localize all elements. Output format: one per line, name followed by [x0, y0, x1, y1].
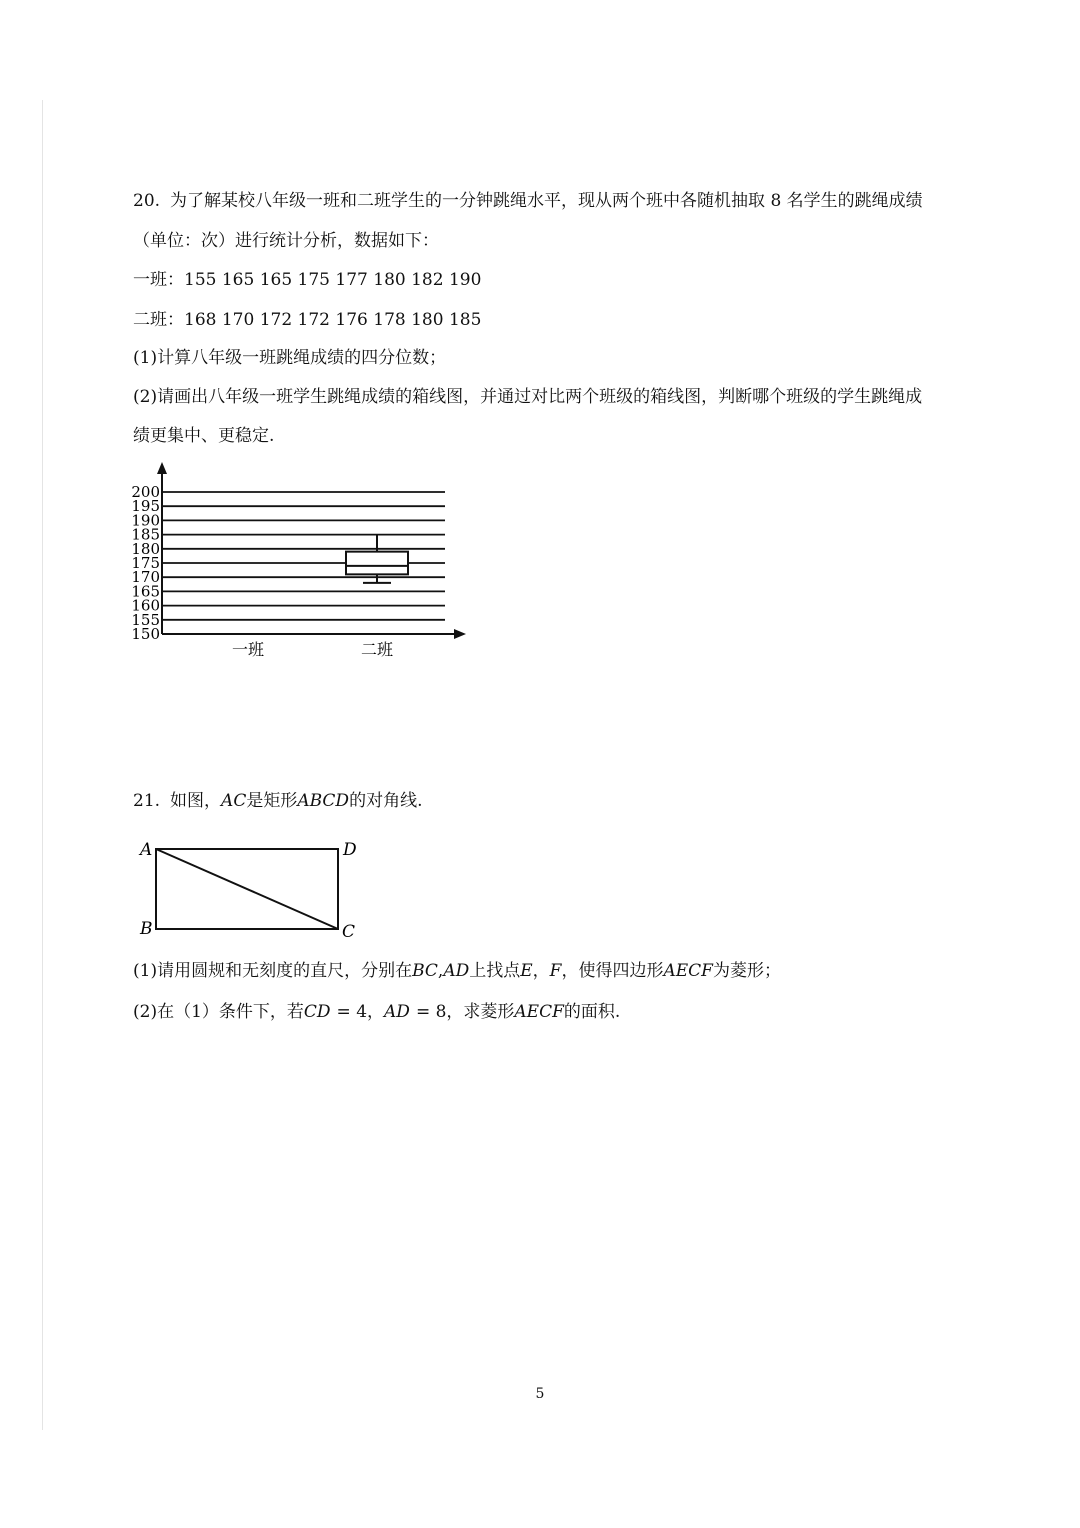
q21-part2-sep: ，: [367, 1002, 385, 1022]
y-tick-label-185: 185: [131, 525, 160, 544]
q21-part1-var-ad: AD: [443, 961, 470, 981]
x-category-label-1: 一班: [231, 640, 265, 659]
q20-part2-line2: 绩更集中、更稳定.: [133, 426, 275, 446]
rectangle-figure-svg: [130, 835, 370, 945]
q21-part2-eq1: = 4: [336, 1002, 368, 1022]
q21-part2-var-cd: CD: [303, 1002, 331, 1022]
boxplot-boxes: [346, 535, 408, 583]
y-tick-label-175: 175: [131, 554, 160, 572]
q20-stem-text1: 为了解某校八年级一班和二班学生的一分钟跳绳水平，现从两个班中各随机抽取 8 名学生的跳绳成绩: [170, 191, 923, 211]
q21-part1-mid: 上找点: [469, 961, 521, 981]
q21-var-ac: AC: [221, 791, 247, 811]
box-1: [346, 535, 408, 583]
page-margin-rule: [42, 100, 43, 1430]
vertex-label-d: D: [343, 840, 357, 860]
x-axis-arrow: [454, 629, 466, 639]
q21-part1-var-f: F: [549, 961, 562, 981]
q20-class2-data: 168 170 172 172 176 178 180 185: [184, 310, 482, 330]
y-tick-label-155: 155: [131, 610, 160, 629]
q21-part1-sep: ，: [532, 961, 550, 981]
boxplot-svg: [120, 458, 480, 668]
diagonal-ac: [156, 849, 338, 929]
y-tick-label-195: 195: [131, 497, 160, 516]
q20-number: 20.: [133, 191, 161, 211]
boxplot-axes: [157, 462, 466, 639]
q21-part2-pre: (2)在（1）条件下，若: [133, 1002, 304, 1022]
boxplot-chart: [120, 458, 480, 672]
y-tick-label-170: 170: [131, 568, 160, 587]
rectangle-figure: [130, 835, 370, 949]
q21-stem-post: 的对角线.: [349, 791, 423, 811]
q21-stem-mid: 是矩形: [246, 791, 298, 811]
boxplot-y-tick-labels: [131, 483, 160, 643]
y-tick-label-180: 180: [131, 539, 160, 558]
vertex-label-a: A: [140, 840, 153, 860]
q21-part1-comma: ,: [437, 961, 444, 981]
q21-part1-var-e: E: [520, 961, 533, 981]
y-tick-label-160: 160: [131, 596, 160, 615]
q20-part2-line1: (2)请画出八年级一班学生跳绳成绩的箱线图，并通过对比两个班级的箱线图，判断哪个班级的学生跳绳成: [133, 387, 923, 407]
q21-part2-mid: ，求菱形: [446, 1002, 515, 1022]
q20-class1-label: 一班：: [133, 270, 184, 290]
q21-part2-var-aecf: AECF: [514, 1002, 564, 1022]
x-category-label-2: 二班: [360, 640, 394, 659]
q21-part1-post: 为菱形；: [712, 961, 781, 981]
q20-class2-label: 二班：: [133, 310, 184, 330]
y-axis-arrow: [157, 462, 167, 474]
q21-var-abcd: ABCD: [297, 791, 350, 811]
q20-class1-row: [133, 269, 481, 291]
box-iqr-rect: [346, 552, 408, 575]
q20-stem-line2: （单位：次）进行统计分析，数据如下：: [133, 231, 439, 251]
q21-part2: [133, 1001, 620, 1023]
q21-part1: [133, 960, 781, 982]
q20-class1-data: 155 165 165 175 177 180 182 190: [184, 270, 482, 290]
q21-stem-pre: 如图，: [170, 791, 222, 811]
y-tick-label-190: 190: [131, 511, 160, 530]
q21-part2-post: 的面积.: [563, 1002, 621, 1022]
q21-part2-var-ad: AD: [384, 1002, 410, 1022]
q21-stem: [133, 790, 422, 812]
boxplot-x-category-labels: [232, 640, 393, 659]
q20-part1: (1)计算八年级一班跳绳成绩的四分位数；: [133, 348, 447, 368]
q20-stem-line1: [133, 190, 923, 212]
q21-part1-var-aecf: AECF: [663, 961, 713, 981]
y-tick-label-150: 150: [131, 625, 160, 643]
page-number: 5: [535, 1386, 545, 1402]
y-tick-label-200: 200: [131, 483, 160, 501]
q21-part2-eq2: = 8: [415, 1002, 447, 1022]
q21-number: 21.: [133, 791, 161, 811]
q21-part1-mid2: ，使得四边形: [561, 961, 664, 981]
q21-part1-var-bc: BC: [412, 961, 438, 981]
y-tick-label-165: 165: [131, 582, 160, 601]
vertex-label-c: C: [342, 922, 356, 942]
vertex-label-b: B: [140, 919, 153, 939]
q21-part1-pre: (1)请用圆规和无刻度的直尺，分别在: [133, 961, 413, 981]
q20-class2-row: [133, 309, 481, 331]
